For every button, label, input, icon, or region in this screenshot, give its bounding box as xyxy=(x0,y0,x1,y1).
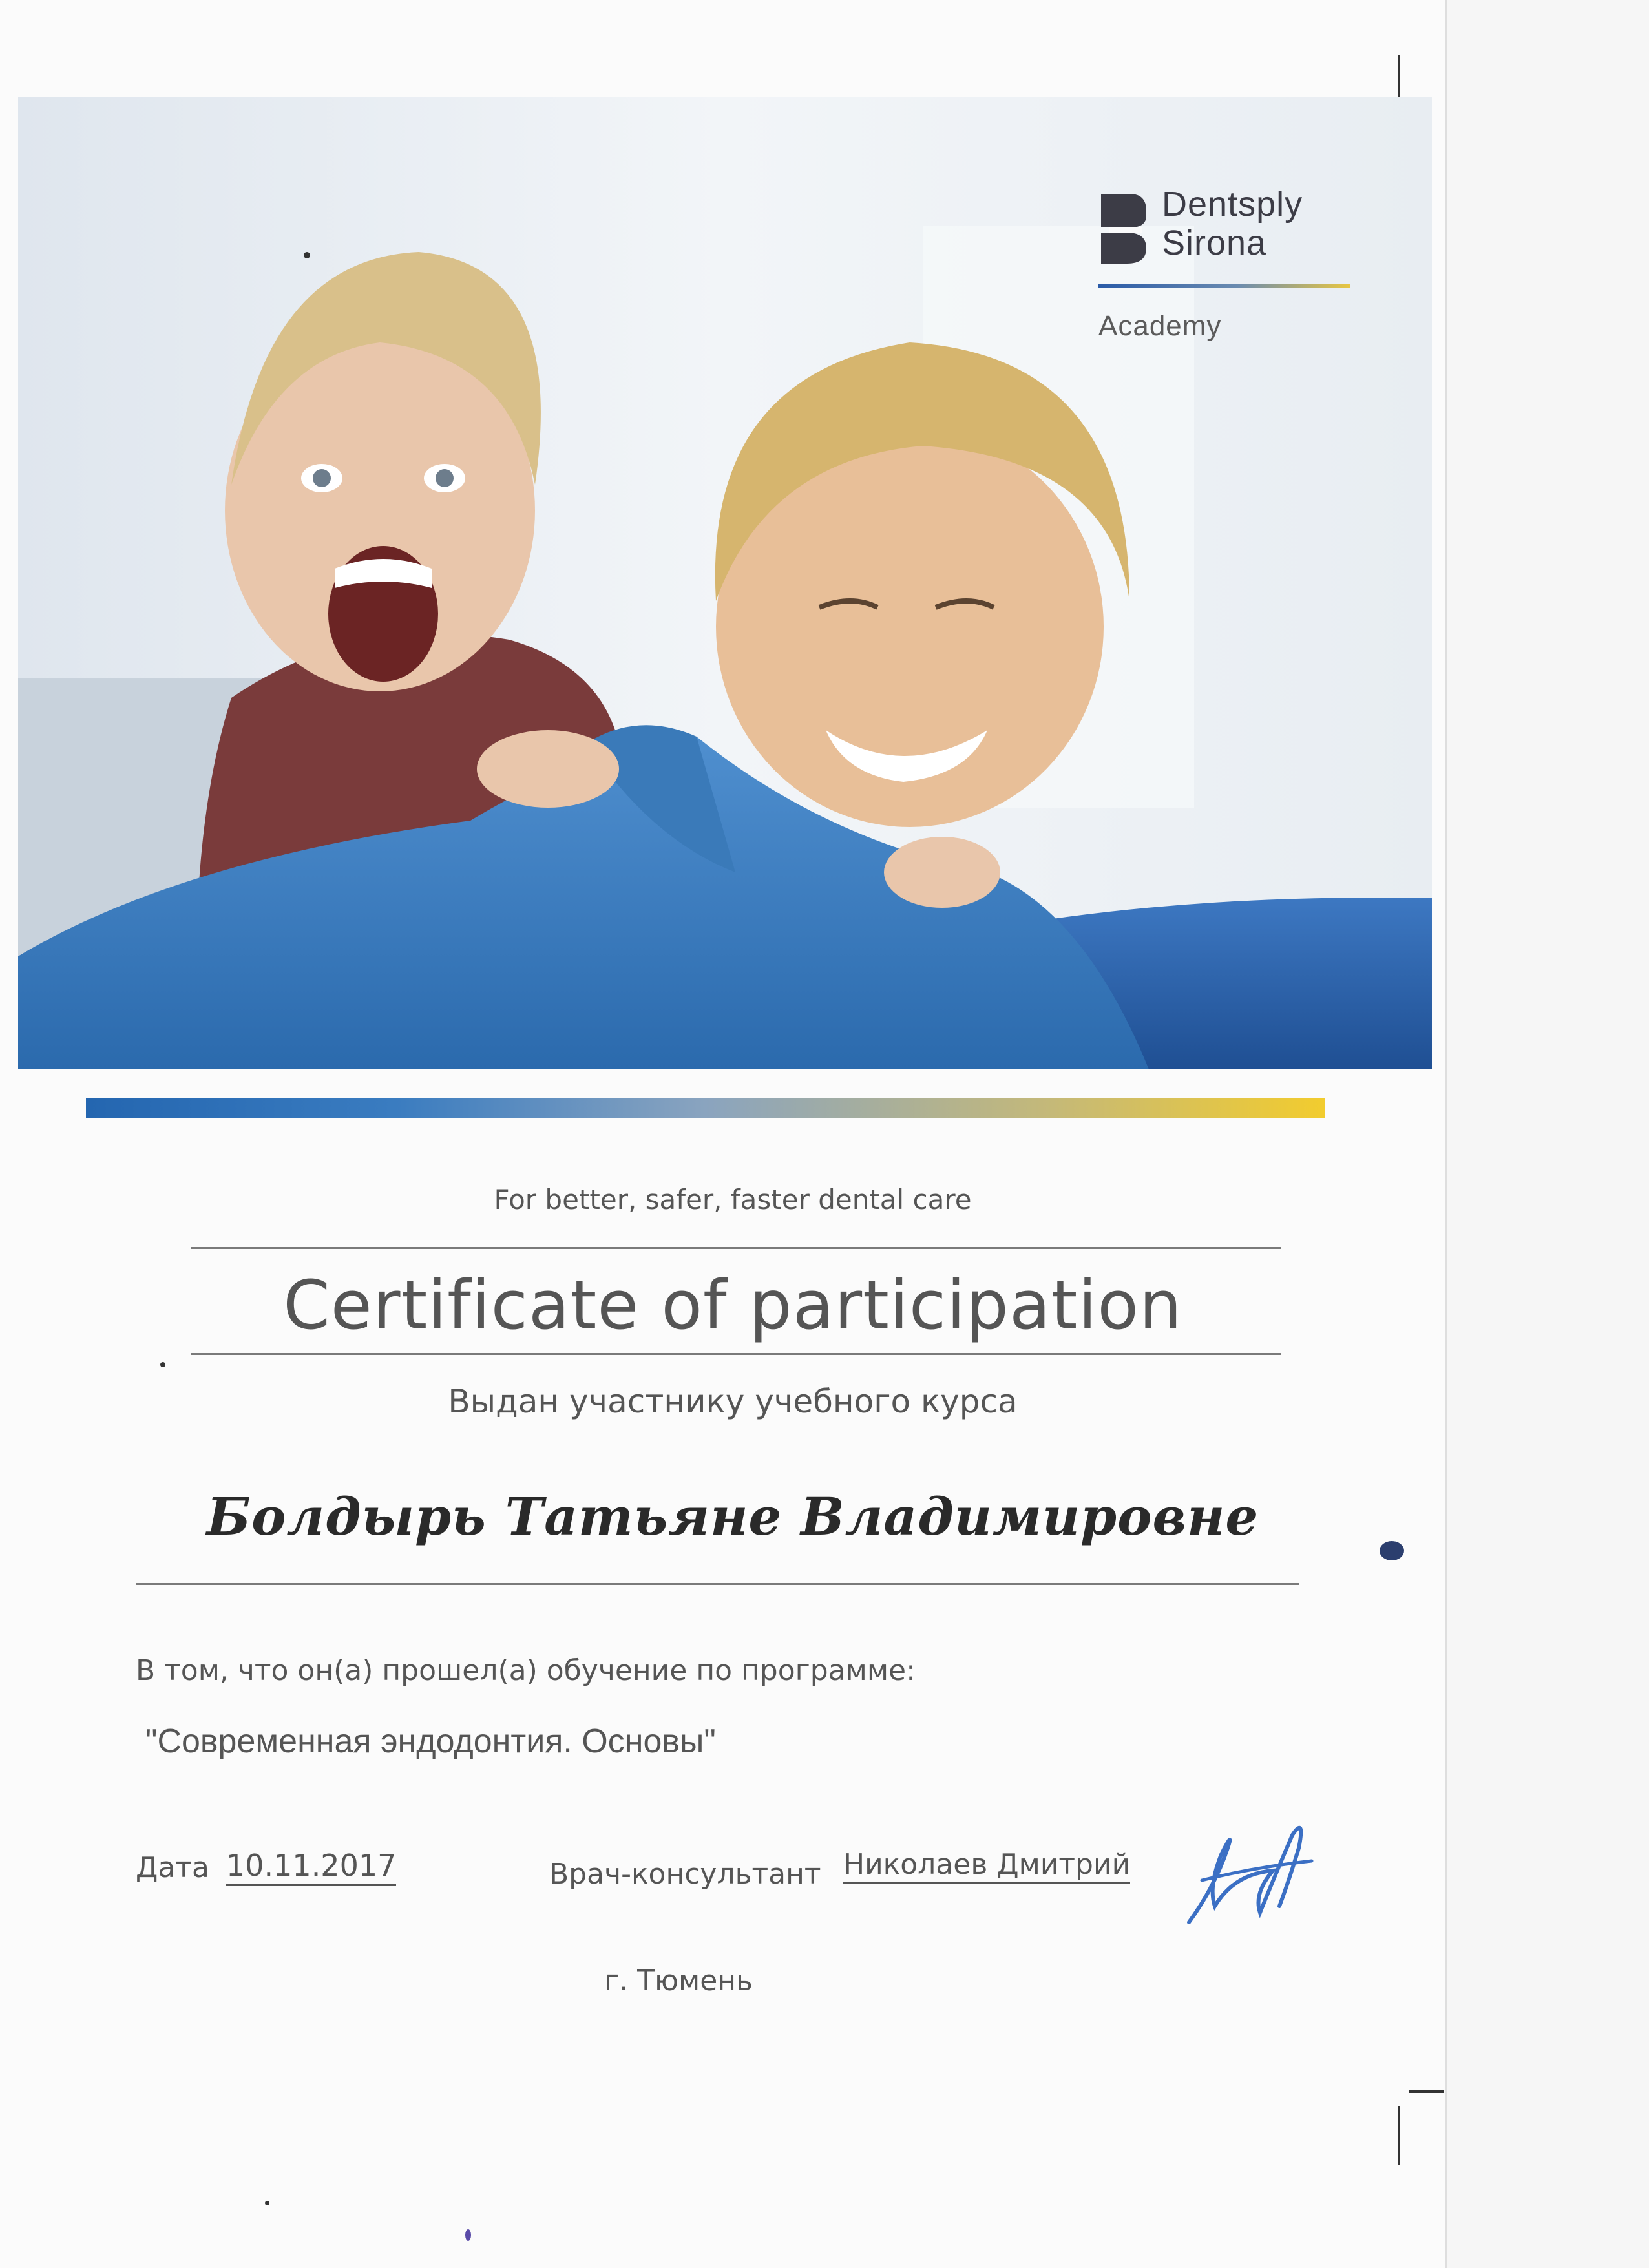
scan-speck xyxy=(265,2201,269,2205)
logo-subtitle: Academy xyxy=(1098,310,1222,342)
gradient-band xyxy=(86,1098,1325,1118)
tagline: For better, safer, faster dental care xyxy=(494,1184,972,1215)
dentsply-logo-icon xyxy=(1097,187,1149,265)
city: г. Тюмень xyxy=(604,1964,753,1997)
date-label: Дата xyxy=(136,1851,209,1884)
program-label: В том, что он(а) прошел(а) обучение по программе: xyxy=(136,1654,916,1687)
crop-mark-bottom xyxy=(1398,2106,1400,2165)
issued-to-label: Выдан участнику учебного курса xyxy=(448,1383,1018,1420)
signature xyxy=(1176,1809,1325,1932)
consultant-label: Врач-консультант xyxy=(549,1858,821,1891)
crop-mark-bottom-h xyxy=(1409,2090,1444,2093)
certificate-title: Certificate of participation xyxy=(283,1266,1182,1345)
date-value: 10.11.2017 xyxy=(226,1848,396,1886)
sheet-edge xyxy=(1445,0,1649,2268)
scan-speck xyxy=(160,1362,165,1367)
logo-name-line2: Sirona xyxy=(1162,224,1267,262)
logo-name xyxy=(1162,185,1303,262)
brand-logo xyxy=(1092,181,1363,362)
title-rule-bottom xyxy=(191,1353,1281,1355)
scan-speck xyxy=(1380,1541,1404,1560)
scan-speck xyxy=(304,252,310,258)
scan-speck xyxy=(465,2229,471,2241)
title-rule-top xyxy=(191,1247,1281,1249)
recipient-name: Болдырь Татьяне Владимировне xyxy=(206,1486,1259,1547)
recipient-rule xyxy=(136,1583,1299,1585)
logo-divider xyxy=(1098,284,1350,288)
logo-name-line1: Dentsply xyxy=(1162,185,1303,224)
consultant-name: Николаев Дмитрий xyxy=(843,1848,1130,1884)
program-name: "Современная эндодонтия. Основы" xyxy=(145,1723,716,1760)
